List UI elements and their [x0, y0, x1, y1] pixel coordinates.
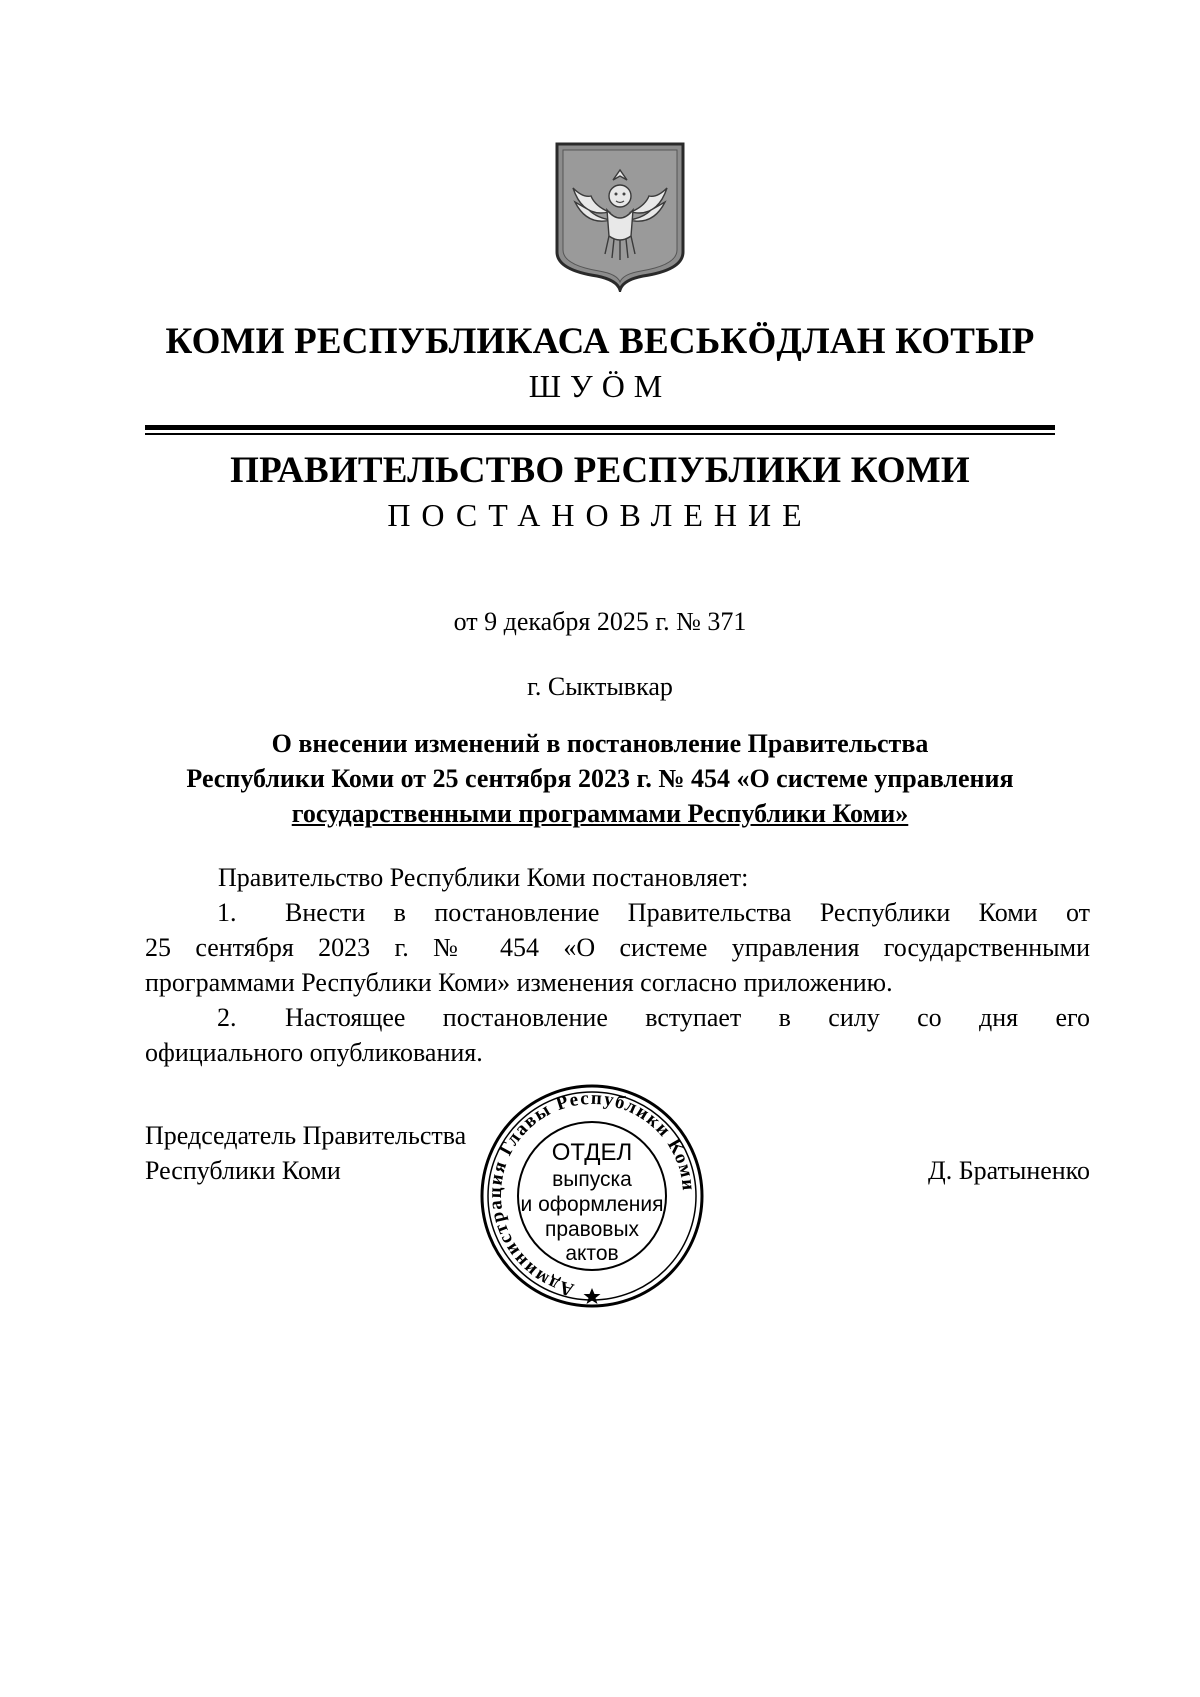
komi-government-title: КОМИ РЕСПУБЛИКАСА ВЕСЬКӦДЛАН КОТЫР	[165, 321, 1035, 362]
komi-document-type: ШУӦМ	[528, 368, 672, 404]
item-1-line	[145, 895, 1090, 930]
stamp-line: ОТДЕЛ	[551, 1139, 633, 1166]
item-text: Настоящее постановление вступает в силу со дня его	[285, 1003, 1090, 1032]
round-seal-icon	[477, 1080, 707, 1312]
item-2-line: официального опубликования.	[145, 1038, 483, 1067]
heading-line: О внесении изменений в постановление Правительства	[271, 729, 929, 758]
signer-position: Председатель Правительства	[145, 1121, 467, 1150]
signer-position: Республики Коми	[145, 1156, 341, 1185]
document-heading	[0, 726, 1200, 831]
item-number: 2.	[217, 1003, 237, 1032]
header-divider	[145, 425, 1055, 435]
komi-coat-of-arms-icon	[553, 140, 687, 292]
item-number: 1.	[217, 898, 237, 927]
item-1-line: программами Республики Коми» изменения согласно приложению.	[145, 968, 893, 997]
stamp-line: выпуска	[552, 1168, 632, 1191]
document-city: г. Сыктывкар	[527, 672, 673, 701]
heading-line: Республики Коми от 25 сентября 2023 г. № 454 «О системе управления	[186, 764, 1014, 793]
signer-name: Д. Братыненко	[927, 1156, 1090, 1185]
stamp-line: правовых	[544, 1218, 640, 1241]
item-2-line	[145, 1000, 1090, 1035]
heading-line: государственными программами Республики Коми»	[291, 799, 909, 828]
item-text: Внести в постановление Правительства Республики Коми от	[285, 898, 1090, 927]
stamp-line: актов	[565, 1242, 619, 1265]
document-date-number: от 9 декабря 2025 г. № 371	[453, 607, 747, 636]
government-title: ПРАВИТЕЛЬСТВО РЕСПУБЛИКИ КОМИ	[230, 450, 970, 491]
intro-paragraph: Правительство Республики Коми постановляет:	[218, 863, 749, 892]
item-1-line: 25 сентября 2023 г. № 454 «О системе управления государственными	[145, 933, 1090, 962]
stamp-line: и оформления	[520, 1193, 664, 1216]
stamp-ring-text: Администрация Главы Республики Коми	[484, 1087, 700, 1301]
document-type: ПОСТАНОВЛЕНИЕ	[387, 497, 813, 533]
